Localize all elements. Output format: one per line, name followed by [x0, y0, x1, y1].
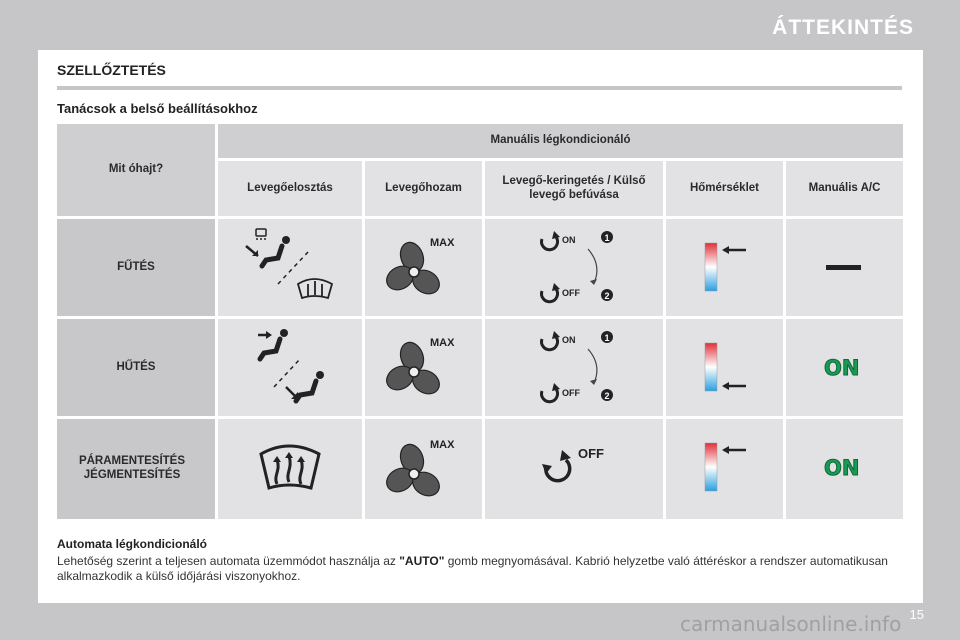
row-label-cooling: HŰTÉS	[57, 319, 215, 416]
ac-off-dash-icon	[824, 258, 864, 278]
corner-label: Mit óhajt?	[108, 163, 164, 176]
temperature-cold-icon	[700, 338, 760, 398]
col-header-flow: Levegőhozam	[365, 161, 482, 216]
auto-button-reference: "AUTO"	[399, 554, 445, 568]
row-label-demisting: PÁRAMENTESÍTÉS JÉGMENTESÍTÉS	[57, 419, 215, 519]
svg-text:OFF: OFF	[562, 388, 580, 398]
ac-on-label: ON	[824, 356, 860, 380]
col-header-recirculation: Levegő-keringetés / Külső levegő befúvása	[485, 161, 663, 216]
air-distribution-cooling-icon	[242, 325, 342, 409]
svg-text:2: 2	[604, 391, 610, 401]
col-header-distribution: Levegőelosztás	[218, 161, 362, 216]
svg-text:ON: ON	[562, 335, 576, 345]
group-header-label: Manuális légkondicionáló	[490, 134, 631, 147]
corner-cell	[57, 124, 215, 216]
windscreen-demist-icon	[255, 440, 325, 498]
fan-max-badge: MAX	[430, 337, 455, 349]
svg-text:OFF: OFF	[578, 446, 604, 461]
col-header-manual-ac: Manuális A/C	[786, 161, 903, 216]
group-header	[218, 124, 903, 158]
fan-max-badge: MAX	[430, 439, 455, 451]
col-header-temperature: Hőmérséklet	[666, 161, 783, 216]
footer-title: Automata légkondicionáló	[57, 537, 208, 551]
footer-paragraph: Lehetőség szerint a teljesen automata üzemmódot használja az "AUTO" gomb megnyomásával. Kabrió helyzetbe való áttéréskor a rendszer automatikusan alkalmazkodik a külső időjárási viszonyokhoz.	[57, 554, 888, 583]
svg-text:1: 1	[604, 333, 610, 343]
fan-max-icon	[386, 230, 466, 300]
svg-text:1: 1	[604, 233, 610, 243]
recirculation-steps-icon	[530, 325, 620, 410]
chapter-title: ÁTTEKINTÉS	[772, 16, 914, 39]
recirculation-off-icon	[538, 440, 618, 490]
recirculation-steps-icon	[530, 225, 620, 310]
fan-max-badge: MAX	[430, 237, 455, 249]
svg-text:OFF: OFF	[562, 288, 580, 298]
section-subtitle: Tanácsok a belső beállításokhoz	[57, 101, 258, 116]
fan-max-icon	[386, 432, 466, 502]
section-divider	[57, 86, 902, 90]
page-number: 15	[909, 607, 924, 622]
svg-text:2: 2	[604, 291, 610, 301]
fan-max-icon	[386, 330, 466, 400]
temperature-hot-icon	[700, 238, 760, 298]
air-distribution-heating-icon	[238, 226, 348, 310]
svg-text:ON: ON	[562, 235, 576, 245]
watermark: carmanualsonline.info	[680, 612, 902, 636]
ac-on-label: ON	[824, 456, 860, 480]
section-title: SZELLŐZTETÉS	[57, 62, 166, 78]
temperature-hot-icon	[700, 438, 760, 498]
row-label-heating: FŰTÉS	[57, 219, 215, 316]
